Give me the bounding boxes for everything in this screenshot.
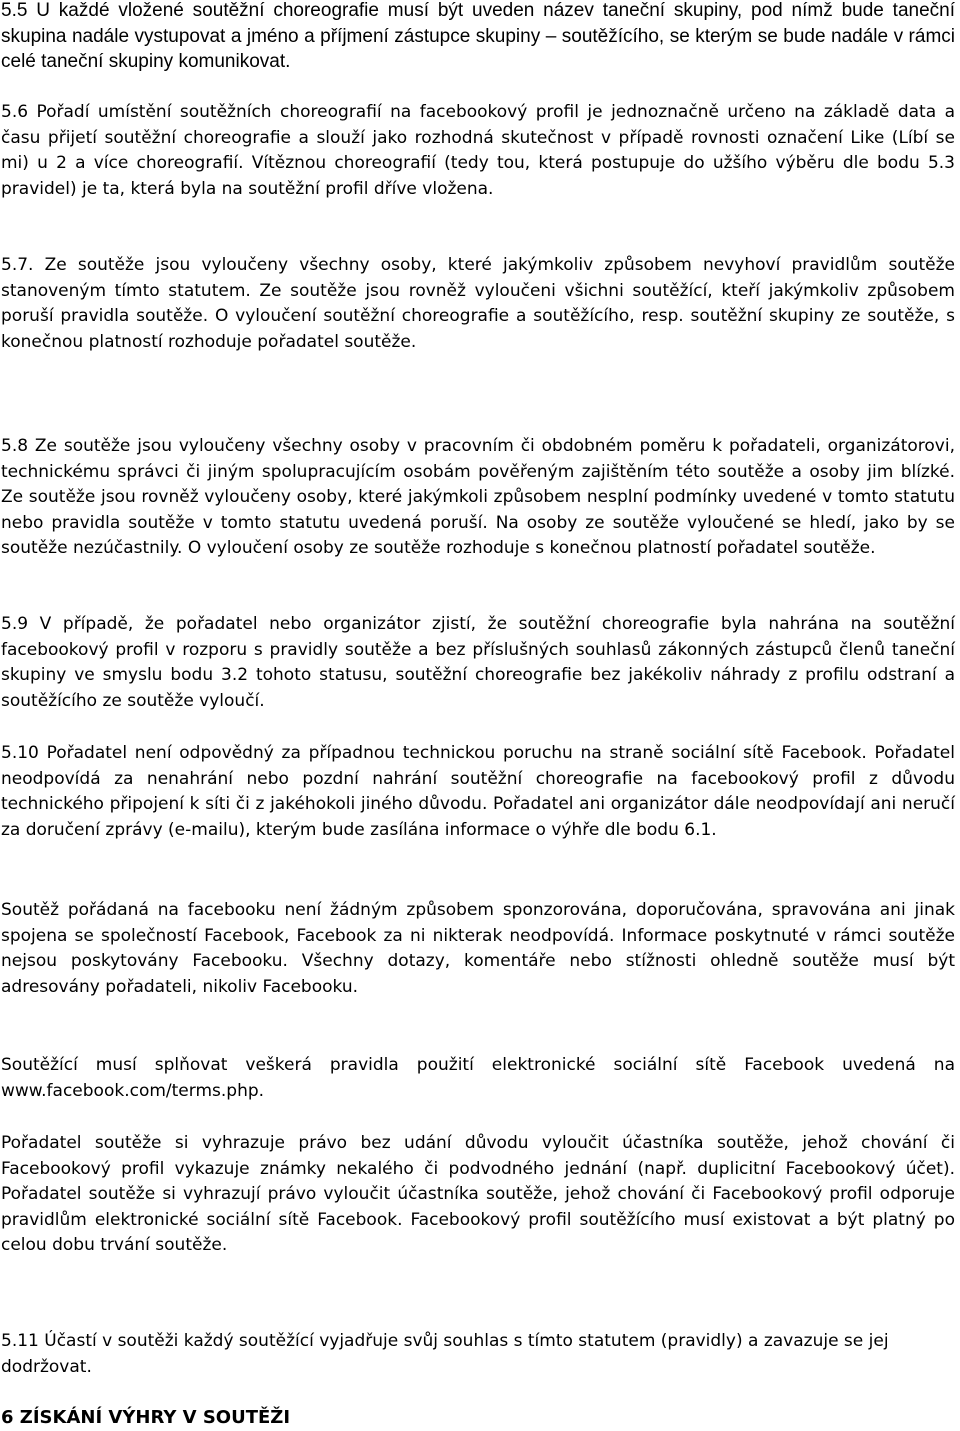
paragraph-5-7: 5.7. Ze soutěže jsou vyloučeny všechny osoby, které jakýmkoliv způsobem nevyhoví pravidlům soutěže stanoveným tímto statutem. Ze soutěže jsou rovněž vyloučeni všichni soutěžící, kteří jakýmkoliv způsobem poruší pravidla soutěže. O vyloučení soutěžní choreografie a soutěžícího, resp. soutěžní skupiny ze soutěže, s konečnou platností rozhoduje pořadatel soutěže.: [1, 255, 955, 352]
paragraph-facebook-terms: Soutěžící musí splňovat veškerá pravidla použití elektronické sociální sítě Facebook uvedená na www.facebook.com/terms.php.: [1, 1055, 955, 1101]
paragraph-5-10: 5.10 Pořadatel není odpovědný za případnou technickou poruchu na straně sociální sítě Facebook. Pořadatel neodpovídá za nenahrání nebo pozdní nahrání soutěžní choreografie na facebookový profil z důvodu technického připojení k síti či z jakéhokoli jiného důvodu. Pořadatel ani organizátor dále neodpovídají ani neručí za doručení zprávy (e-mailu), kterým bude zasílána informace o výhře dle bodu 6.1.: [1, 743, 955, 840]
paragraph-5-5: 5.5 U každé vložené soutěžní choreografie musí být uveden název taneční skupiny, pod nímž bude taneční skupina nadále vystupovat a jméno a příjmení zástupce skupiny – soutěžícího, se kterým se bude nadále v rámci celé taneční skupiny komunikovat.: [1, 0, 955, 73]
paragraph-facebook-disclaimer: Soutěž pořádaná na facebooku není žádným způsobem sponzorována, doporučována, spravována ani jinak spojena se společností Facebook, Facebook za ni nikterak neodpovídá. Informace poskytnuté v rámci soutěže nejsou poskytovány Facebooku. Všechny dotazy, komentáře nebo stížnosti ohledně soutěže musí být adresovány pořadateli, nikoliv Facebooku.: [1, 900, 955, 997]
paragraph-5-9: 5.9 V případě, že pořadatel nebo organizátor zjistí, že soutěžní choreografie byla nahrána na soutěžní facebookový profil v rozporu s pravidly soutěže a bez příslušných souhlasů zákonných zástupců členů taneční skupiny ve smyslu bodu 3.2 tohoto statusu, soutěžní choreografie bez jakékoliv náhrady z profilu odstraní a soutěžícího ze soutěže vyloučí.: [1, 614, 955, 711]
paragraph-5-8: 5.8 Ze soutěže jsou vyloučeny všechny osoby v pracovním či obdobném poměru k pořadateli, organizátorovi, technickému správci či jiným spolupracujícím osobám pověřeným zajištěním této soutěže a osoby jim blízké. Ze soutěže jsou rovněž vyloučeny osoby, které jakýmkoli způsobem nesplní podmínky uvedené v tomto statutu nebo pravidla soutěže v tomto statutu uvedená poruší. Na osoby ze soutěže vyloučené se hledí, jako by se soutěže nezúčastnily. O vyloučení osoby ze soutěže rozhoduje s konečnou platností pořadatel soutěže.: [1, 436, 955, 559]
section-heading: 6 ZÍSKÁNÍ VÝHRY V SOUTĚŽI: [1, 1407, 291, 1428]
paragraph-5-6: 5.6 Pořadí umístění soutěžních choreografií na facebookový profil je jednoznačně určeno na základě data a času přijetí soutěžní choreografie a slouží jako rozhodná skutečnost v případě rovnosti označení Like (Líbí se mi) u 2 a více choreografií. Vítěznou choreografií (tedy tou, která postupuje do užšího výběru dle bodu 5.3 pravidel) je ta, která byla na soutěžní profil dříve vložena.: [1, 102, 955, 199]
paragraph-5-11: 5.11 Účastí v soutěži každý soutěžící vyjadřuje svůj souhlas s tímto statutem (pravidly) a zavazuje se jej dodržovat.: [1, 1331, 889, 1377]
paragraph-exclusion-rights: Pořadatel soutěže si vyhrazuje právo bez udání důvodu vyloučit účastníka soutěže, jehož chování či Facebookový profil vykazuje známky nekalého či podvodného jednání (např. duplicitní Facebookový účet). Pořadatel soutěže si vyhrazují právo vyloučit účastníka soutěže, jehož chování či Facebookový profil odporuje pravidlům elektronické sociální sítě Facebook. Facebookový profil soutěžícího musí existovat a být platný po celou dobu trvání soutěže.: [1, 1133, 955, 1256]
